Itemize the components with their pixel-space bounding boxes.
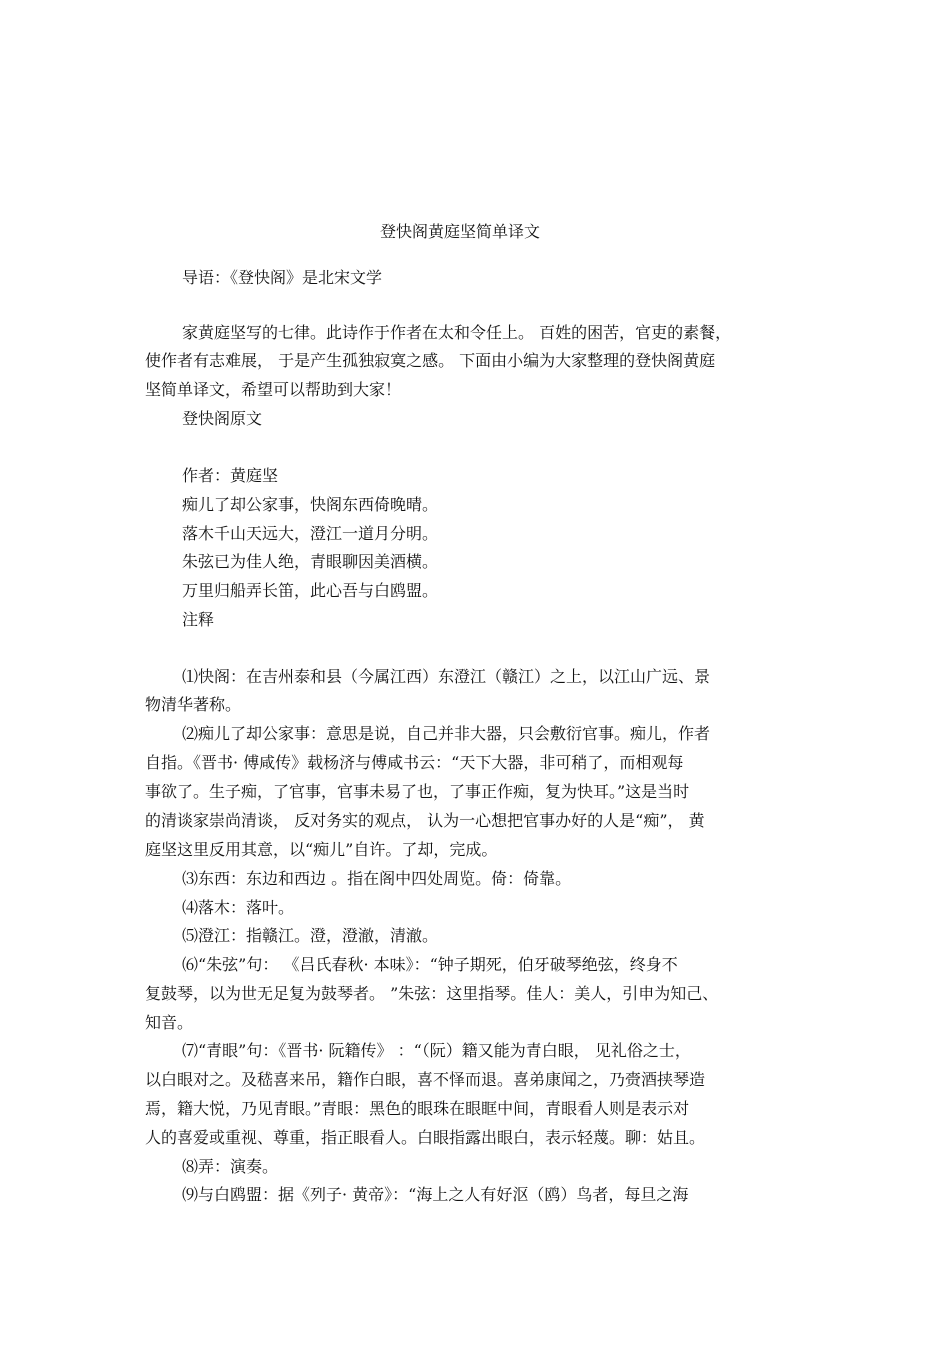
note-line: ⑶东西：东边和西边 。指在阁中四处周览。倚：倚靠。 (182, 869, 572, 888)
note-line: 事欲了。生子痴，了官事，官事未易了也，了事正作痴，复为快耳。”这是当时 (145, 782, 690, 801)
note-line: ⑹“朱弦”句： 《吕氏春秋· 本味》：“钟子期死，伯牙破琴绝弦，终身不 (182, 955, 678, 974)
note-line: 物清华著称。 (145, 695, 242, 714)
original-heading: 登快阁原文 (182, 409, 263, 428)
note-line: 知音。 (145, 1013, 194, 1032)
note-line: ⑴快阁：在吉州泰和县（今属江西）东澄江（赣江）之上，以江山广远、景 (182, 667, 711, 686)
note-line: ⑺“青眼”句：《晋书· 阮籍传》 ：“（阮）籍又能为青白眼， 见礼俗之士， (182, 1041, 691, 1060)
note-line: 庭坚这里反用其意，以“痴儿”自许。了却，完成。 (145, 840, 498, 859)
poem-line: 痴儿了却公家事，快阁东西倚晚晴。 (182, 495, 439, 514)
document-title: 登快阁黄庭坚简单译文 (380, 222, 541, 241)
note-line: 的清谈家崇尚清谈， 反对务实的观点， 认为一心想把官事办好的人是“痴”， 黄 (145, 811, 705, 830)
note-line: 以白眼对之。及嵇喜来吊，籍作白眼，喜不怿而退。喜弟康闻之，乃赍酒挟琴造 (145, 1070, 706, 1089)
intro-line: 坚简单译文，希望可以帮助到大家！ (145, 380, 402, 399)
note-line: ⑵痴儿了却公家事：意思是说，自己并非大器，只会敷衍官事。痴儿，作者 (182, 724, 711, 743)
notes-heading: 注释 (182, 610, 215, 629)
poem-line: 朱弦已为佳人绝，青眼聊因美酒横。 (182, 552, 439, 571)
poem-author: 作者：黄庭坚 (182, 466, 279, 485)
note-line: 焉，籍大悦，乃见青眼。”青眼：黑色的眼珠在眼眶中间，青眼看人则是表示对 (145, 1099, 690, 1118)
intro-line: 使作者有志难展， 于是产生孤独寂寞之感。 下面由小编为大家整理的登快阁黄庭 (145, 351, 716, 370)
poem-line: 万里归船弄长笛，此心吾与白鸥盟。 (182, 581, 439, 600)
intro-line: 家黄庭坚写的七律。此诗作于作者在太和令任上。 百姓的困苦，官吏的素餐， (182, 323, 732, 342)
poem-line: 落木千山天远大，澄江一道月分明。 (182, 524, 439, 543)
note-line: 自指。《晋书· 傅咸传》载杨济与傅咸书云：“天下大器，非可稍了，而相观每 (145, 753, 684, 772)
note-line: ⑷落木：落叶。 (182, 898, 295, 917)
note-line: 复鼓琴，以为世无足复为鼓琴者。 ”朱弦：这里指琴。佳人：美人，引申为知己、 (145, 984, 719, 1003)
note-line: ⑻弄：演奏。 (182, 1157, 279, 1176)
intro-line: 导语：《登快阁》是北宋文学 (182, 268, 383, 287)
note-line: 人的喜爱或重视、尊重，指正眼看人。白眼指露出眼白，表示轻蔑。聊：姑且。 (145, 1128, 706, 1147)
note-line: ⑸澄江：指赣江。澄，澄澈，清澈。 (182, 926, 439, 945)
note-line: ⑼与白鸥盟：据《列子· 黄帝》：“海上之人有好沤（鸥）鸟者，每旦之海 (182, 1185, 689, 1204)
